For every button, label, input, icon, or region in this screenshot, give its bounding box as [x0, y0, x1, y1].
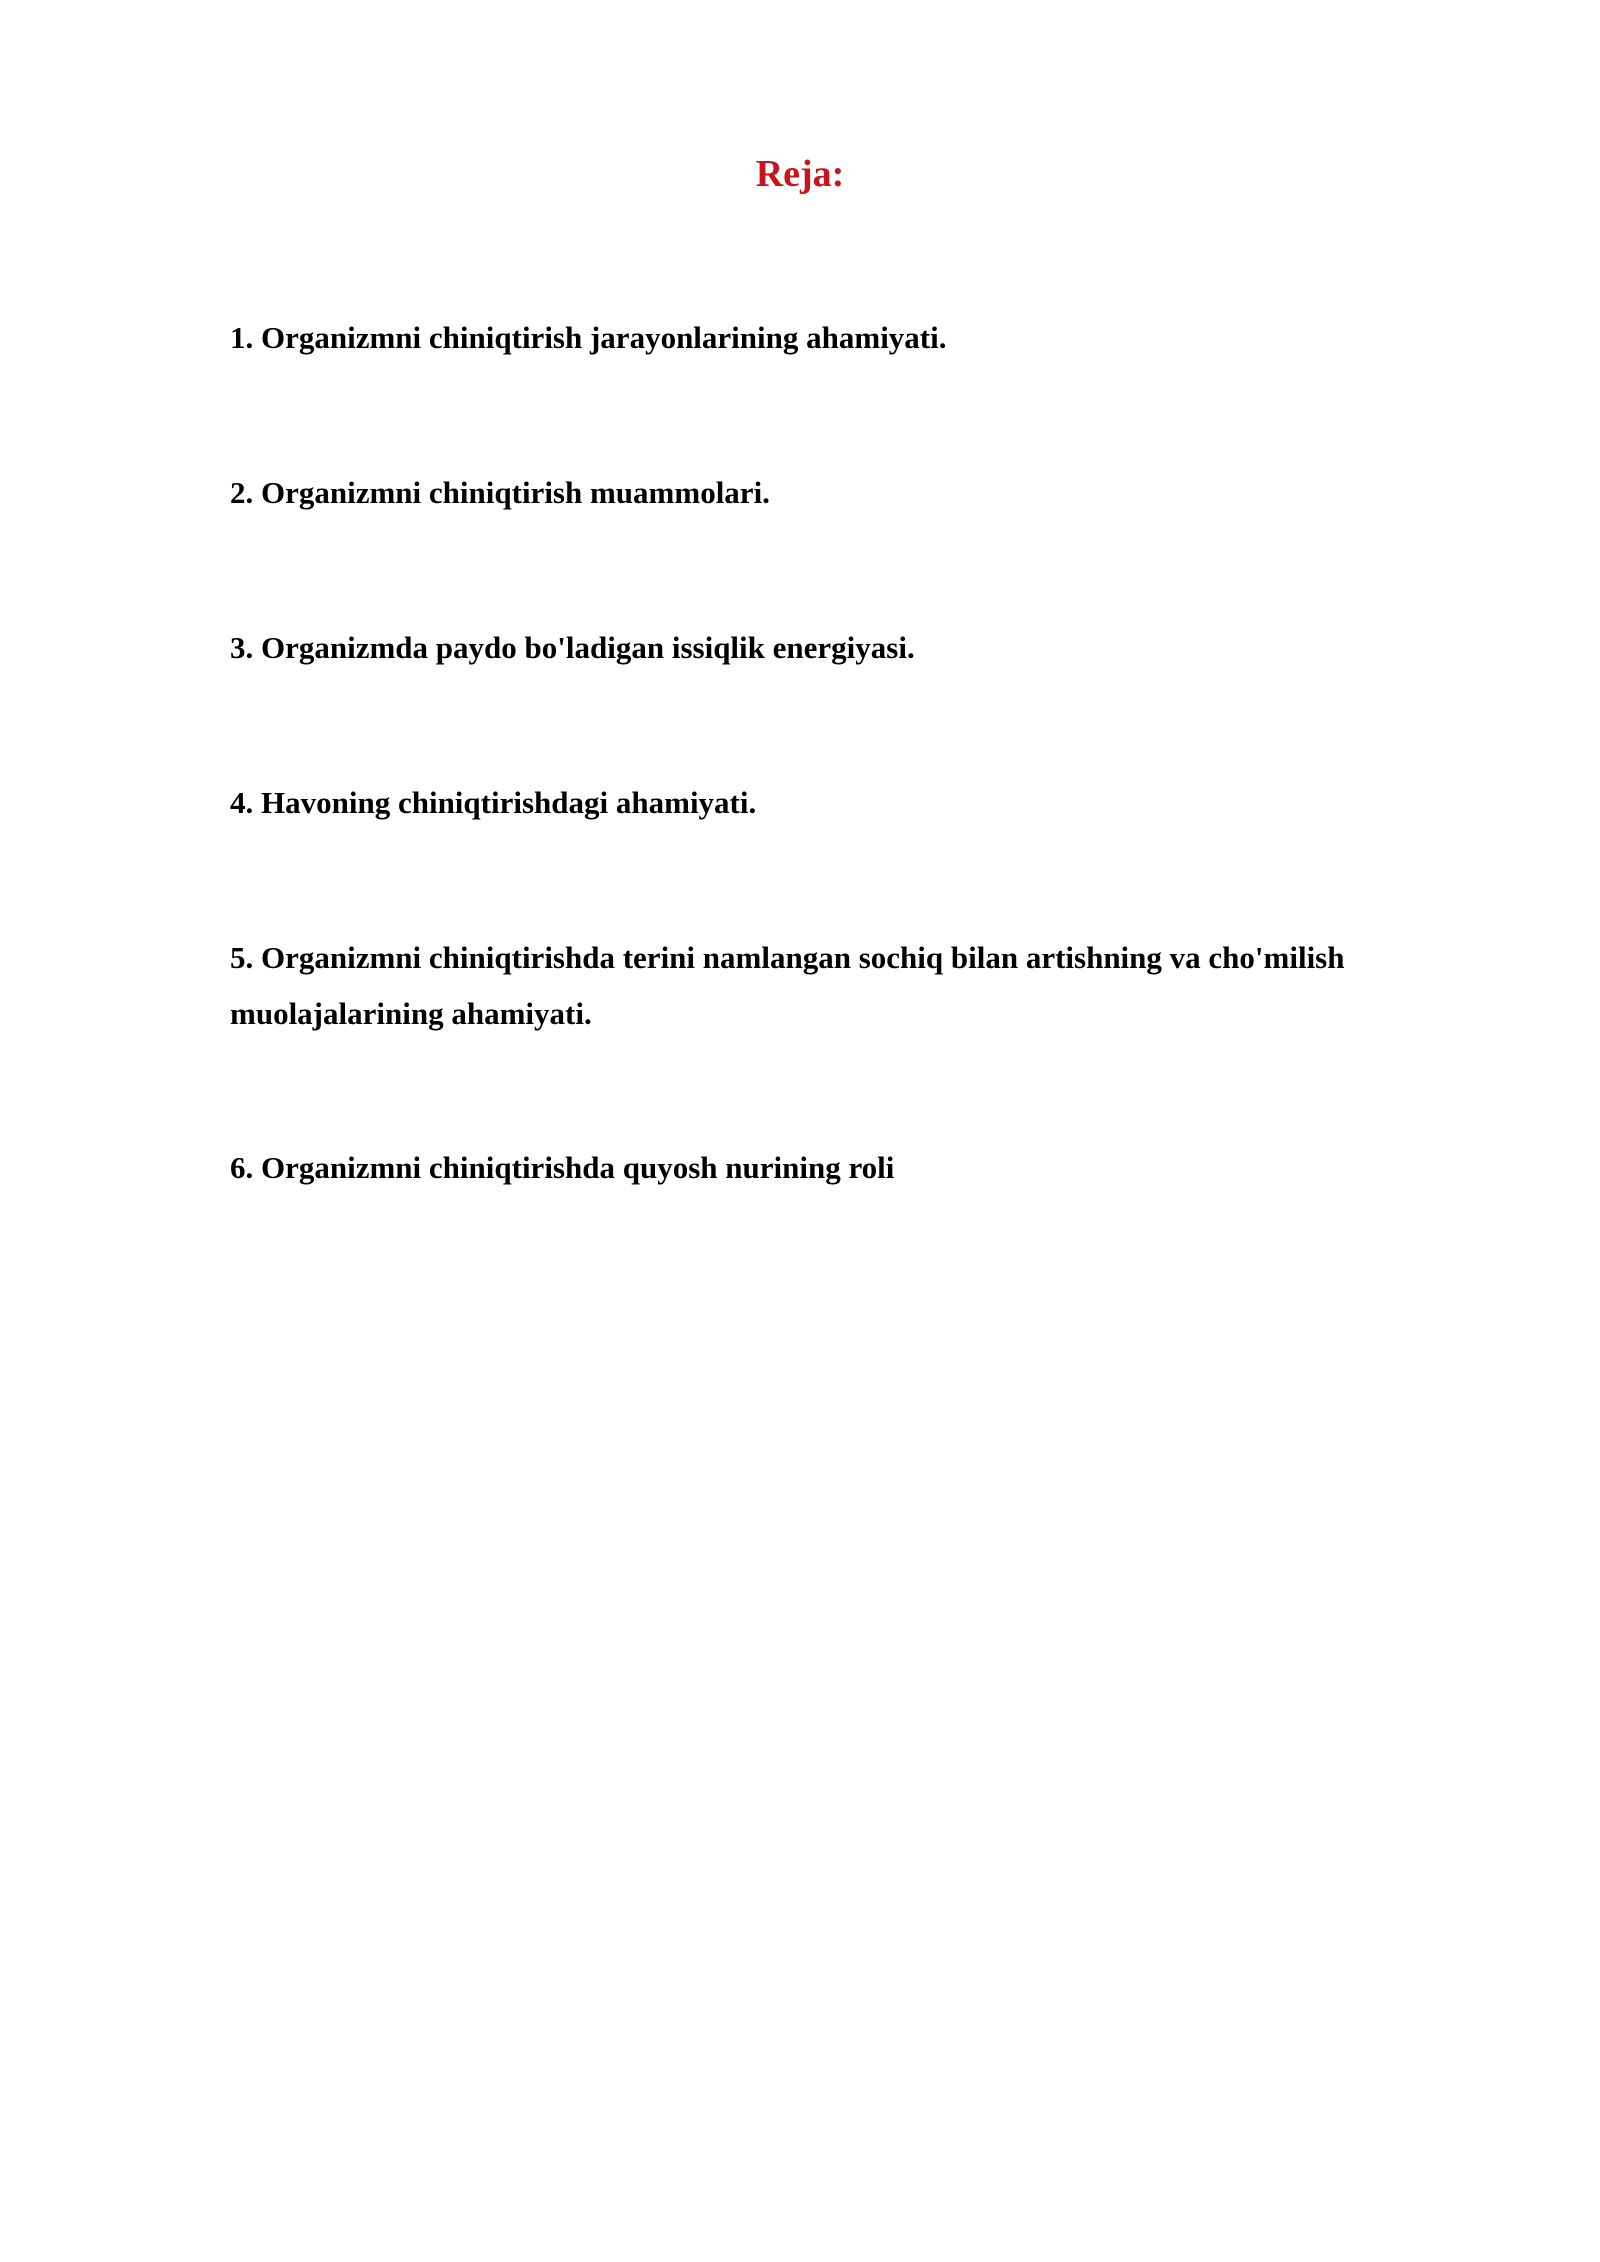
plan-item-6: 6. Organizmni chiniqtirishda quyosh nurining roli	[230, 1150, 895, 1185]
plan-item-1: 1. Organizmni chiniqtirish jarayonlarining ahamiyati.	[230, 320, 947, 355]
plan-item-3: 3. Organizmda paydo bo'ladigan issiqlik energiyasi.	[230, 630, 915, 665]
plan-item-2: 2. Organizmni chiniqtirish muammolari.	[230, 475, 770, 510]
plan-item-5: 5. Organizmni chiniqtirishda terini namlangan sochiq bilan artishning va cho'milish muolajalarining ahamiyati.	[230, 940, 1345, 1031]
page-title: Reja:	[755, 153, 845, 195]
plan-item-4: 4. Havoning chiniqtirishdagi ahamiyati.	[230, 785, 757, 820]
